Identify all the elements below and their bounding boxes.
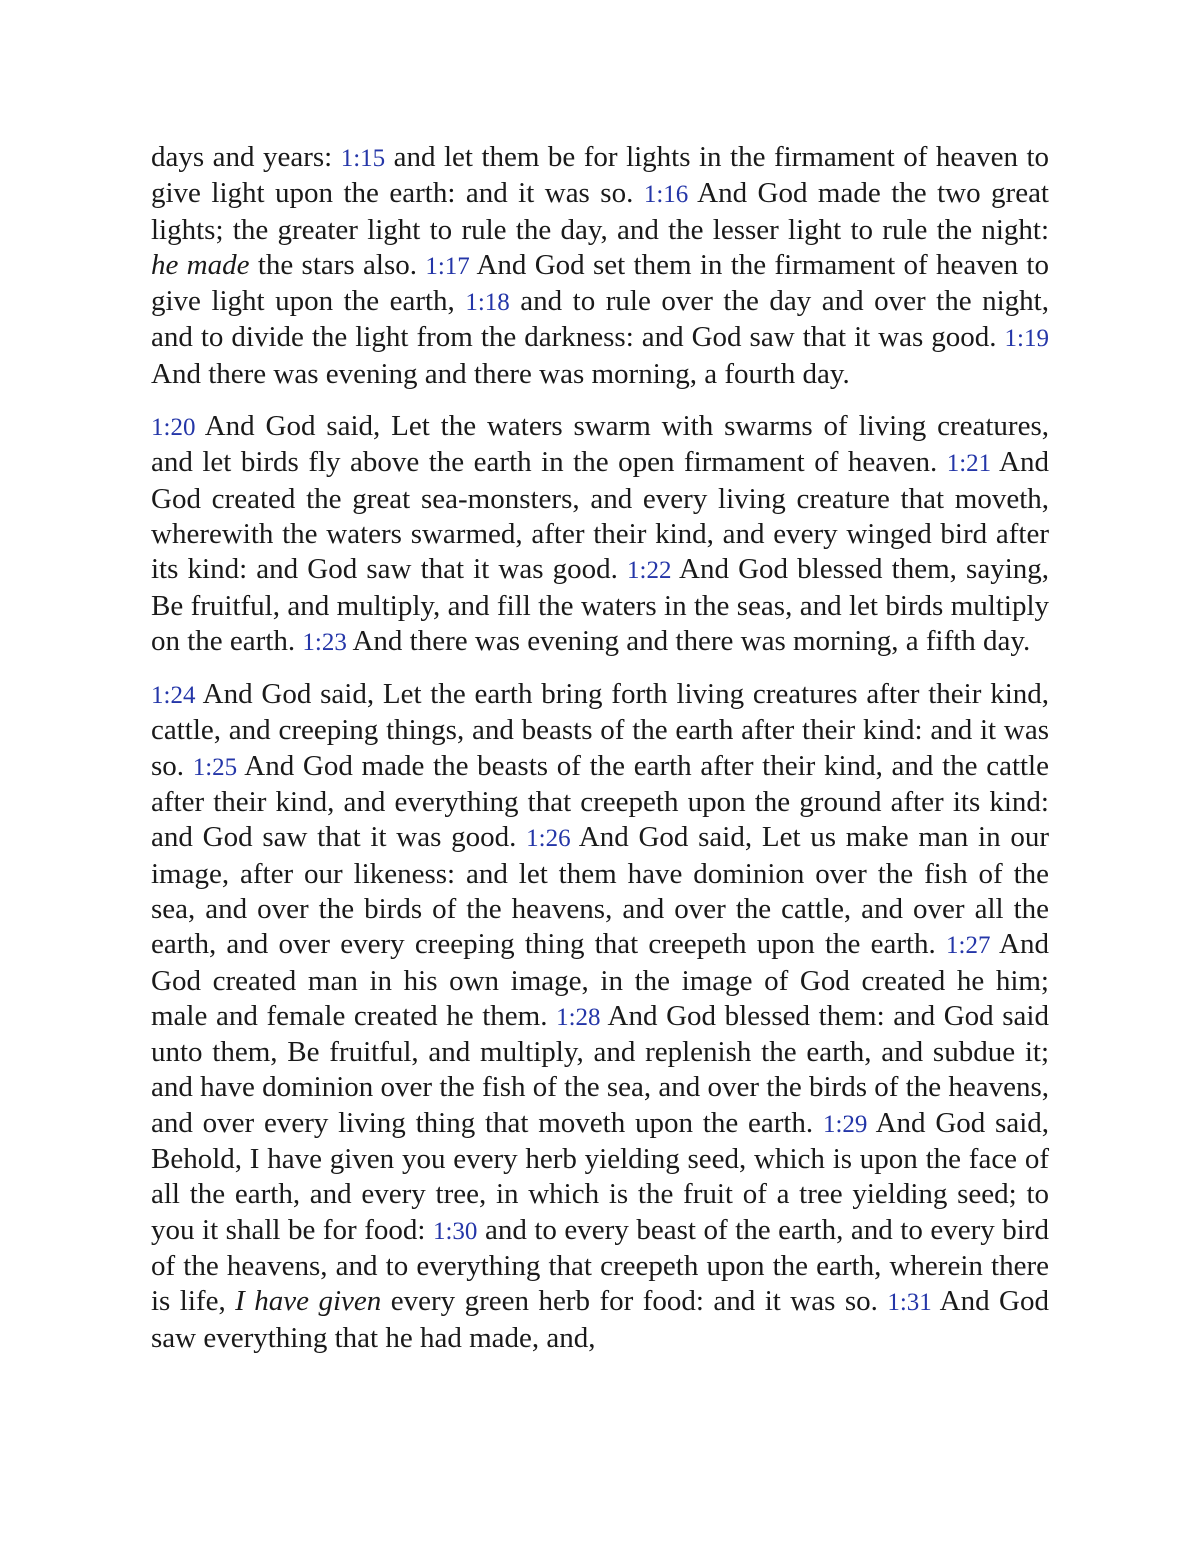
verse-text: and let them be for lights in the firmament of heaven to give light upon the earth: and it was so. [151,141,1049,210]
verse-reference-link[interactable]: 1:26 [526,825,571,853]
verse-text: And God set them in the firmament of heaven to give light upon the earth, [151,248,1049,318]
verse-text: And God created the great sea-monsters, and every living creature that moveth, wherewith the waters swarmed, after their kind, and every winged bird after its kind: and God saw that it was good. [151,446,1050,586]
verse-reference-link[interactable]: 1:16 [643,181,689,209]
verse-text: And God created man in his own image, in the image of God created he him; male and female created he them. [151,928,1049,1032]
verse-text: every green herb for food: and it was so. [381,1285,888,1318]
verse-text: And God blessed them, saying, Be fruitful, and multiply, and fill the waters in the seas, and let birds multiply on the earth. [151,553,1049,657]
verse-text: and to rule over the day and over the night, and to divide the light from the darkness: and God saw that it was good. [151,285,1049,354]
paragraph [151,140,1049,392]
verse-text: and to every beast of the earth, and to every bird of the heavens, and to everything that creepeth upon the earth, wherein there is life, [151,1213,1049,1318]
verse-text: And God made the two great lights; the greater light to rule the day, and the lesser light to rule the night: [151,177,1049,246]
paragraph [151,409,1049,660]
verse-text: And there was evening and there was morning, a fourth day. [151,357,850,390]
verse-text: And God said, Behold, I have given you every herb yielding seed, which is upon the face of all the earth, and every tree, in which is the fruit of a tree yielding seed; to you it shall be for food: [151,1106,1050,1246]
verse-reference-link[interactable]: 1:29 [822,1110,868,1138]
verse-reference-link[interactable]: 1:17 [425,252,470,280]
verse-reference-link[interactable]: 1:18 [465,289,510,317]
verse-text: And God said, Let the earth bring forth living creatures after their kind, cattle, and creeping things, and beasts of the earth after their kind: and it was so. [151,678,1049,782]
verse-text: And God said, Let us make man in our image, after our likeness: and let them have dominion over the fish of the sea, and over the birds of the heavens, and over the cattle, and over all the earth, and over every creeping thing that creepeth upon the earth. [151,821,1049,961]
verse-reference-link[interactable]: 1:20 [151,414,196,442]
verse-text: And there was evening and there was morning, a fifth day. [346,624,1031,657]
verse-reference-link[interactable]: 1:21 [946,450,992,478]
verse-reference-link[interactable]: 1:24 [151,682,196,710]
verse-reference-link[interactable]: 1:28 [556,1003,601,1031]
verse-text: And God said, Let the waters swarm with swarms of living creatures, and let birds fly above the earth in the open firmament of heaven. [151,410,1049,479]
verse-text: days and years: [151,141,341,173]
verse-reference-link[interactable]: 1:27 [946,932,991,960]
verse-text: And God blessed them: and God said unto them, Be fruitful, and multiply, and replenish the earth, and subdue it; and have dominion over the fish of the sea, and over the birds of the heavens, and over every living thing that moveth upon the earth. [151,999,1049,1139]
italic-text: I have given [235,1285,382,1318]
italic-text: he made [151,248,250,281]
verse-reference-link[interactable]: 1:15 [340,145,386,172]
verse-text: And God made the beasts of the earth after their kind, and the cattle after their kind, and everything that creepeth upon the ground after its kind: and God saw that it was good. [151,749,1049,854]
verse-reference-link[interactable]: 1:25 [192,753,238,781]
verse-reference-link[interactable]: 1:19 [1004,325,1049,353]
scripture-page [151,140,1049,1373]
verse-reference-link[interactable]: 1:22 [627,557,672,585]
paragraph [151,677,1049,1356]
verse-reference-link[interactable]: 1:23 [302,628,347,656]
verse-text: And God saw everything that he had made, and, [151,1285,1049,1354]
verse-reference-link[interactable]: 1:31 [887,1289,932,1317]
verse-text: the stars also. [249,248,426,281]
verse-reference-link[interactable]: 1:30 [432,1217,478,1245]
